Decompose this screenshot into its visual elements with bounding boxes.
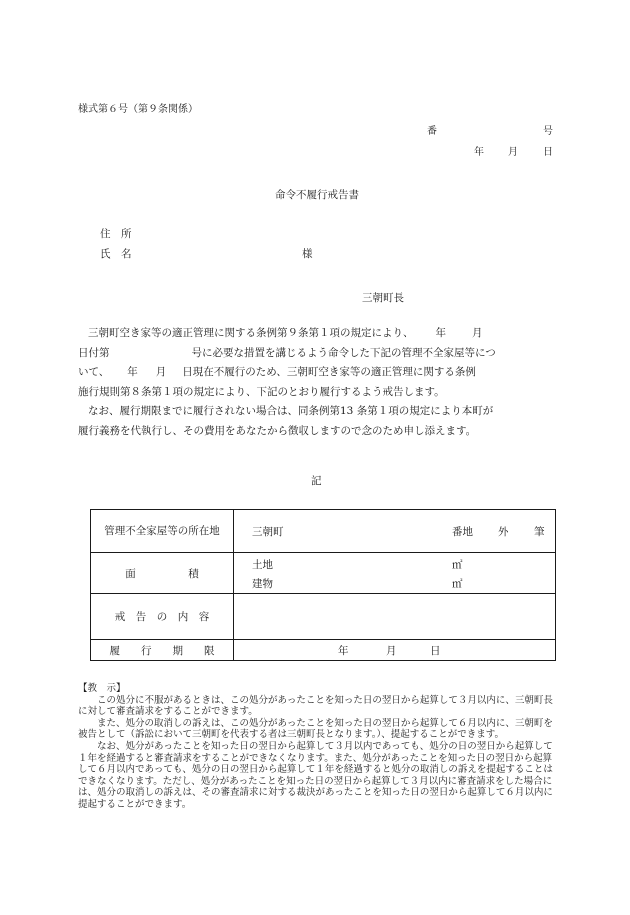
- area-land-unit: ㎡: [452, 559, 463, 571]
- location-town: 三朝町: [252, 526, 284, 538]
- body-line3-text: 日現在不履行のため、三朝町空き家等の適正管理に関する条例: [182, 366, 476, 378]
- notice-section: [78, 683, 558, 811]
- date-year-label: 年: [474, 147, 484, 158]
- document-number-suffix: 号: [543, 126, 553, 137]
- honorific-sama: 様: [302, 248, 313, 260]
- area-label-cell: [91, 553, 234, 594]
- form-number-label: 様式第６号（第９条関係）: [78, 104, 198, 115]
- location-value-cell: [234, 510, 556, 553]
- area-building-unit: ㎡: [452, 578, 463, 590]
- body-line2-text: 号に必要な措置を講じるよう命令した下記の管理不全家屋等につ: [191, 346, 496, 359]
- deadline-month: 月: [386, 645, 397, 657]
- body-line2-prefix: 日付第: [78, 346, 110, 359]
- date-day-label: 日: [543, 147, 553, 158]
- area-value-cell: [234, 553, 556, 594]
- body-line4-text: 施行規則第８条第１項の規定により、下記のとおり履行するよう戒告します。: [78, 385, 445, 398]
- deadline-value-cell: [234, 640, 556, 661]
- deadline-day: 日: [430, 645, 441, 657]
- notice-heading: 【教 示】: [78, 683, 126, 694]
- area-land-label: 土地: [252, 559, 273, 571]
- address-label: 住 所: [100, 228, 132, 240]
- deadline-year: 年: [338, 645, 349, 657]
- area-label: 面 積: [125, 567, 199, 580]
- area-building-label: 建物: [252, 578, 273, 590]
- body-line3-year: 年: [127, 366, 138, 378]
- content-row: [91, 594, 556, 640]
- location-label-cell: [91, 510, 234, 553]
- location-gai: 外: [498, 526, 509, 538]
- name-label: 氏 名: [100, 248, 132, 260]
- body-line1-month: 月: [472, 327, 483, 339]
- details-table: [90, 509, 556, 661]
- location-row: [91, 510, 556, 553]
- content-label-cell: [91, 594, 234, 640]
- body-line1-year: 年: [435, 327, 446, 339]
- notice-paragraph-1: この処分に不服があるときは、この処分があったことを知った日の翌日から起算して３月以内に、三朝町長に対して審査請求をすることができます。: [78, 694, 553, 718]
- deadline-label-cell: [91, 640, 234, 661]
- body-line3-month: 月: [155, 366, 167, 378]
- location-hitsu: 筆: [534, 526, 545, 538]
- notice-paragraph-2: また、処分の取消しの訴えは、この処分があったことを知った日の翌日から起算して６月以内に、三朝町を被告として（訴訟において三朝町を代表する者は三朝町長となります。）、提起することができます。: [78, 717, 553, 741]
- body-line1-text: 三朝町空き家等の適正管理に関する条例第９条第１項の規定により、: [88, 327, 414, 339]
- deadline-label: 履 行 期 限: [109, 644, 215, 657]
- document-title: 命令不履行戒告書: [275, 189, 359, 201]
- area-row: [91, 553, 556, 594]
- ki-label: 記: [311, 475, 322, 487]
- document-number-label: 番: [427, 126, 437, 137]
- date-month-label: 月: [508, 147, 518, 158]
- content-label: 戒 告 の 内 容: [114, 611, 210, 623]
- body-text: [78, 324, 558, 441]
- location-label: 管理不全家屋等の所在地: [104, 524, 220, 537]
- notice-paragraph-3: なお、処分があったことを知った日の翌日から起算して３月以内であっても、処分の日の翌日から起算して１年を経過すると審査請求をすることができなくなります。また、処分があったことを知った日の翌日から起算して６月以内であっても、処分の日の翌日から起算して１年を経過すると処分の取消しの訴えを提起することはできなくなります。ただし、処分があったことを知った日の翌日から起算して３月以内に審査請求をした場合には、処分の取消しの訴えは、その審査請求に対する裁決があったことを知った日の翌日から起算して６月以内に提起することができます。: [78, 740, 553, 810]
- content-value-cell: [234, 594, 556, 640]
- deadline-row: [91, 640, 556, 661]
- body-para2-line2: 履行義務を代執行し、その費用をあなたから徴収しますので念のため申し添えます。: [78, 424, 477, 437]
- body-para2-line1: なお、履行期限までに履行されない場合は、同条例第13 条第１項の規定により本町が: [88, 405, 494, 417]
- location-banchi: 番地: [452, 526, 473, 538]
- issuer-name: 三朝町長: [362, 292, 404, 304]
- body-line3-prefix: いて、: [78, 366, 110, 378]
